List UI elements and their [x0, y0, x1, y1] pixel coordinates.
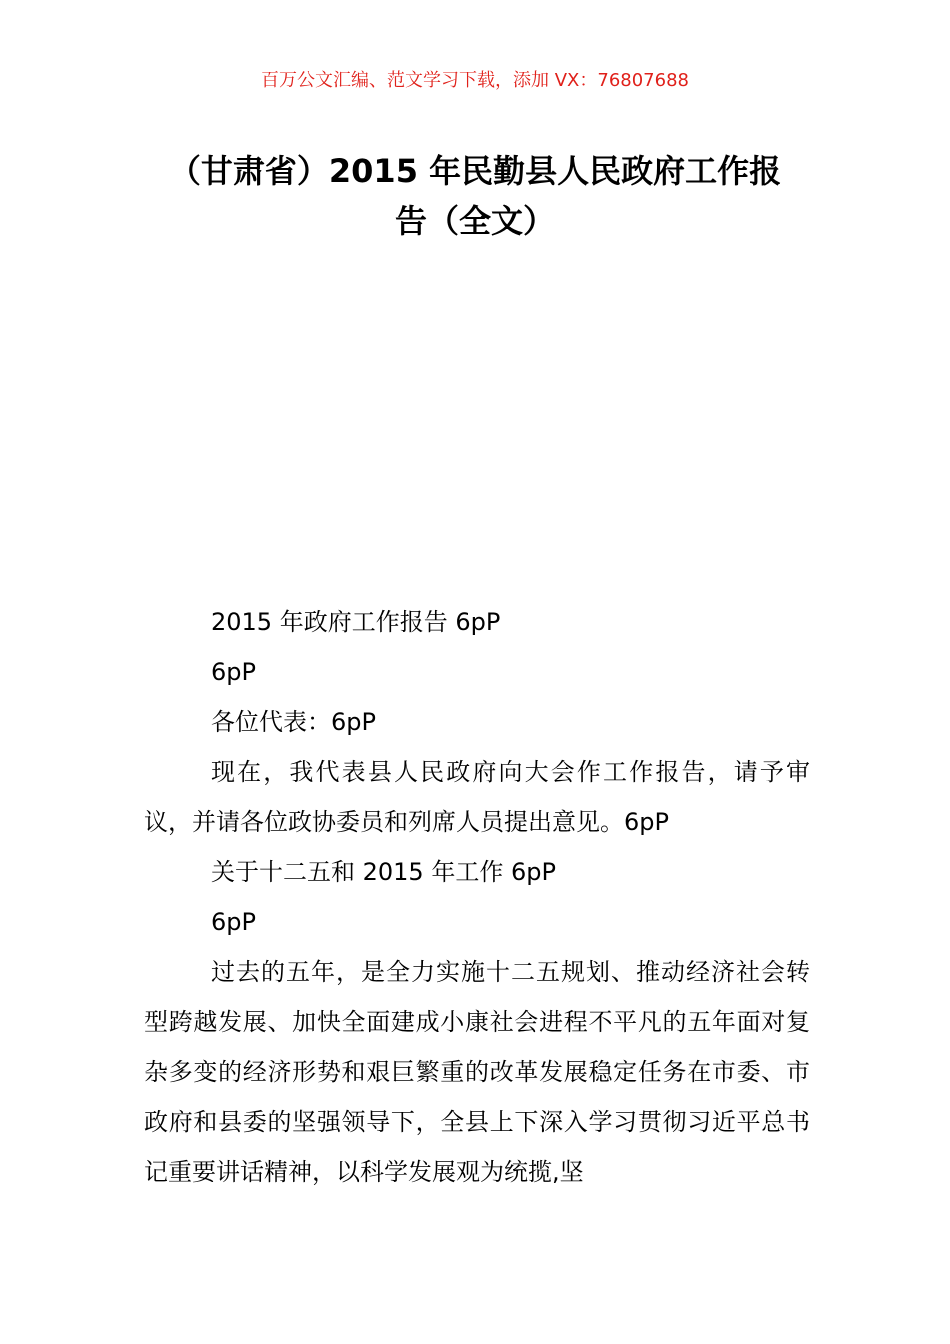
- document-title-line-1: （甘肃省）2015 年民勤县人民政府工作报: [168, 152, 782, 190]
- paragraph-report-heading: 2015 年政府工作报告 6pP: [211, 608, 501, 636]
- document-title-line-2: 告（全文）: [394, 202, 555, 240]
- document-body: [144, 597, 810, 1197]
- paragraph-intro: 现在，我代表县人民政府向大会作工作报告，请予审议，并请各位政协委员和列席人员提出意见。6pP: [144, 758, 810, 836]
- paragraph-salutation: 各位代表：6pP: [211, 708, 376, 736]
- paragraph-section-heading: 关于十二五和 2015 年工作 6pP: [211, 858, 556, 886]
- paragraph-marker: 6pP: [211, 658, 256, 686]
- paragraph-marker: 6pP: [211, 908, 256, 936]
- document-title: [120, 146, 830, 246]
- paragraph-review: 过去的五年，是全力实施十二五规划、推动经济社会转型跨越发展、加快全面建成小康社会进程不平凡的五年面对复杂多变的经济形势和艰巨繁重的改革发展稳定任务在市委、市政府和县委的坚强领导下，全县上下深入学习贯彻习近平总书记重要讲话精神，以科学发展观为统揽,坚: [144, 958, 810, 1186]
- header-promo-note: 百万公文汇编、范文学习下载，添加 VX：76807688: [261, 70, 689, 91]
